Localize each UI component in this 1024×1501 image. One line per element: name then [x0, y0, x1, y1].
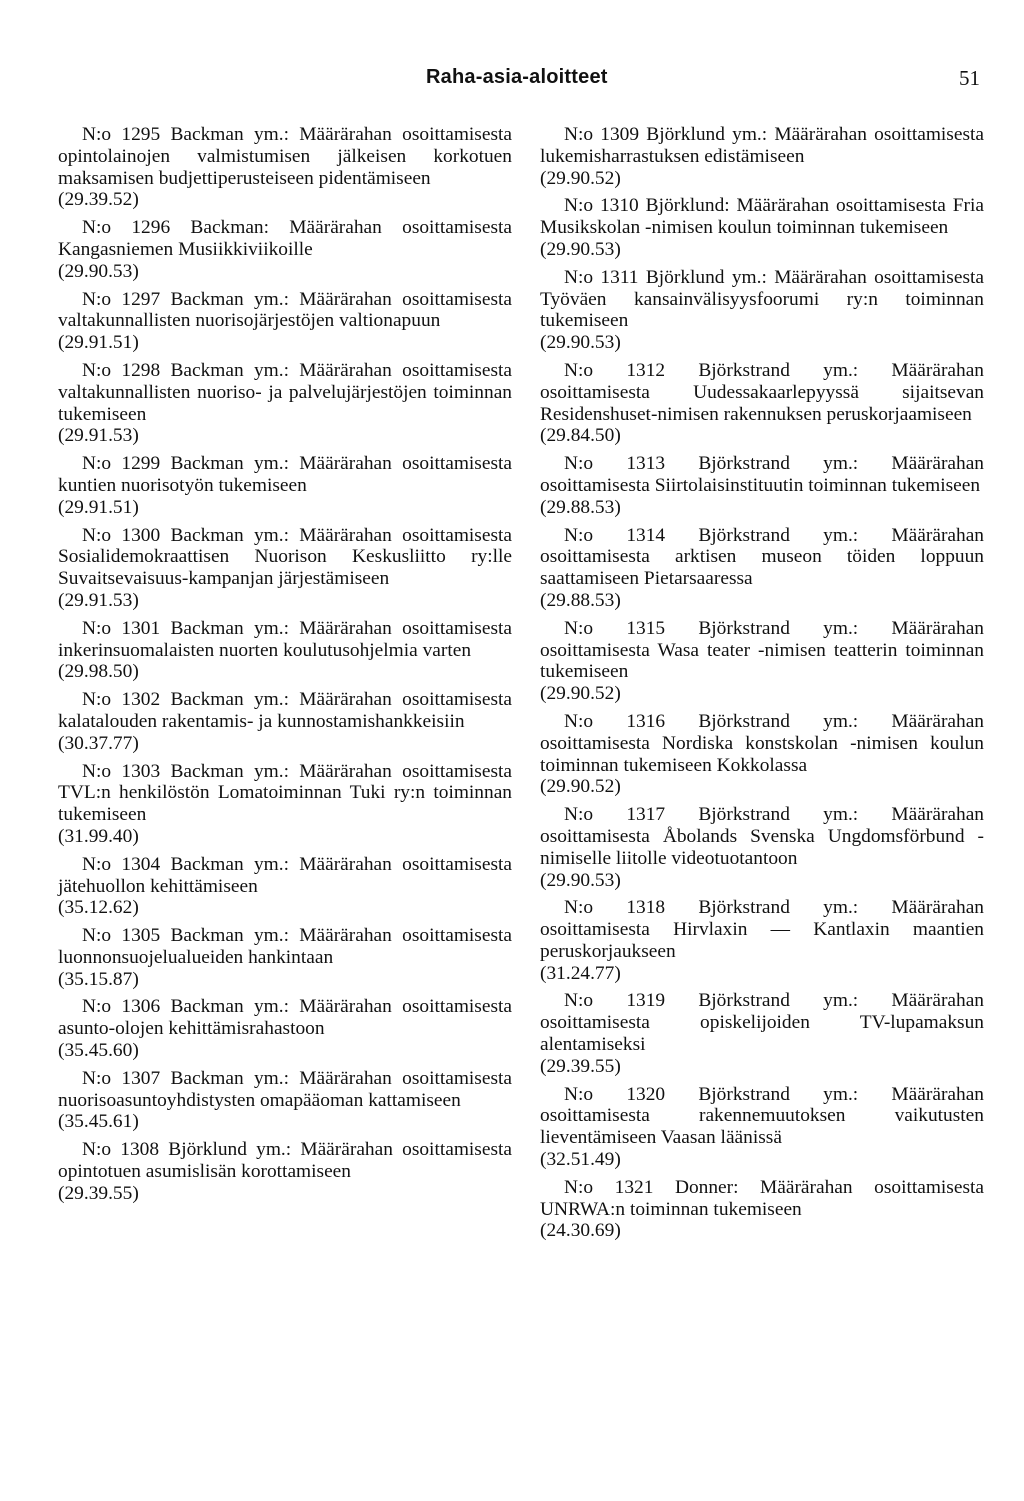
motion-text: N:o 1316 Björkstrand ym.: Määrärahan osoittamisesta Nordiska konstskolan -nimisen koulun toiminnan tukemiseen Kokkolassa: [540, 710, 984, 776]
page-header: [0, 66, 1024, 96]
motion-text: N:o 1314 Björkstrand ym.: Määrärahan osoittamisesta arktisen museon töiden loppuun saattamiseen Pietarsaaressa: [540, 524, 984, 590]
motion-entry: [540, 124, 984, 189]
motion-text: N:o 1319 Björkstrand ym.: Määrärahan osoittamisesta opiskelijoiden TV-lupamaksun alentamiseksi: [540, 990, 984, 1056]
budget-code: (29.91.53): [58, 425, 139, 447]
motion-text: N:o 1297 Backman ym.: Määrärahan osoittamisesta valtakunnallisten nuorisojärjestöjen valtionapuun: [58, 288, 512, 332]
motion-text: N:o 1298 Backman ym.: Määrärahan osoittamisesta valtakunnallisten nuoriso- ja palvelujärjestöjen toiminnan tukemiseen: [58, 359, 512, 425]
budget-code: (29.39.55): [58, 1182, 139, 1204]
motion-text: N:o 1320 Björkstrand ym.: Määrärahan osoittamisesta rakennemuutoksen vaikutusten lieventämiseen Vaasan läänissä: [540, 1083, 984, 1149]
motion-text: N:o 1295 Backman ym.: Määrärahan osoittamisesta opintolainojen valmistumisen jälkeisen korkotuen maksamisen budjettiperusteiseen pidentämiseen: [58, 124, 512, 189]
motion-text: N:o 1313 Björkstrand ym.: Määrärahan osoittamisesta Siirtolaisinstituutin toiminnan tukemiseen: [540, 453, 984, 496]
budget-code: (29.90.52): [540, 683, 621, 705]
budget-code: (29.91.53): [58, 589, 139, 611]
motion-entry: [540, 1177, 984, 1242]
budget-code: (35.15.87): [58, 968, 139, 990]
motion-text: N:o 1307 Backman ym.: Määrärahan osoittamisesta nuorisoasuntoyhdistysten omapääoman kattamiseen: [58, 1067, 512, 1111]
motion-entry: [540, 618, 984, 705]
motion-entry: [58, 618, 512, 683]
budget-code: (31.24.77): [540, 962, 621, 984]
motion-entry: [58, 996, 512, 1061]
budget-code: (29.90.52): [540, 776, 621, 798]
motion-entry: [58, 854, 512, 919]
motion-entry: [540, 525, 984, 612]
motion-text: N:o 1321 Donner: Määrärahan osoittamisesta UNRWA:n toiminnan tukemiseen: [540, 1176, 984, 1220]
motion-text: N:o 1315 Björkstrand ym.: Määrärahan osoittamisesta Wasa teater -nimisen teatterin toiminnan tukemiseen: [540, 617, 984, 683]
motion-text: N:o 1305 Backman ym.: Määrärahan osoittamisesta luonnonsuojelualueiden hankintaan: [58, 925, 512, 968]
budget-code: (29.88.53): [540, 496, 621, 518]
motion-text: N:o 1301 Backman ym.: Määrärahan osoittamisesta inkerinsuomalaisten nuorten koulutusohjelmia varten: [58, 617, 512, 661]
motion-text: N:o 1300 Backman ym.: Määrärahan osoittamisesta Sosialidemokraattisen Nuorison Keskusliitto ry:lle Suvaitsevaisuus-kampanjan järjestämiseen: [58, 524, 512, 590]
motion-entry: [58, 360, 512, 447]
motion-entry: [540, 195, 984, 260]
right-column: [540, 124, 984, 1248]
budget-code: (29.90.52): [540, 167, 621, 189]
motion-text: N:o 1303 Backman ym.: Määrärahan osoittamisesta TVL:n henkilöstön Lomatoiminnan Tuki ry:n toiminnan tukemiseen: [58, 760, 512, 826]
budget-code: (31.99.40): [58, 825, 139, 847]
motion-entry: [58, 689, 512, 754]
budget-code: (29.98.50): [58, 661, 139, 683]
running-title: Raha-asia-aloitteet: [426, 66, 608, 88]
motion-text: N:o 1312 Björkstrand ym.: Määrärahan osoittamisesta Uudessakaarlepyyssä sijaitsevan Residenshuset-nimisen rakennuksen peruskorjaamiseen: [540, 359, 984, 425]
budget-code: (30.37.77): [58, 732, 139, 754]
budget-code: (29.91.51): [58, 496, 139, 518]
budget-code: (29.90.53): [540, 238, 621, 260]
budget-code: (29.90.53): [540, 869, 621, 891]
budget-code: (29.90.53): [58, 260, 139, 282]
motion-entry: [540, 990, 984, 1077]
motion-text: N:o 1317 Björkstrand ym.: Määrärahan osoittamisesta Åbolands Svenska Ungdomsförbund -nimiselle liitolle videotuotantoon: [540, 804, 984, 869]
budget-code: (29.39.52): [58, 189, 139, 211]
motion-entry: [58, 217, 512, 282]
motion-entry: [58, 289, 512, 354]
motion-entry: [58, 1068, 512, 1133]
motion-text: N:o 1302 Backman ym.: Määrärahan osoittamisesta kalatalouden rakentamis- ja kunnostamishankkeisiin: [58, 689, 512, 732]
budget-code: (24.30.69): [540, 1220, 621, 1242]
budget-code: (32.51.49): [540, 1149, 621, 1171]
motion-text: N:o 1309 Björklund ym.: Määrärahan osoittamisesta lukemisharrastuksen edistämiseen: [540, 124, 984, 167]
budget-code: (29.84.50): [540, 425, 621, 447]
motion-text: N:o 1318 Björkstrand ym.: Määrärahan osoittamisesta Hirvlaxin — Kantlaxin maantien peruskorjaukseen: [540, 897, 984, 962]
motion-text: N:o 1311 Björklund ym.: Määrärahan osoittamisesta Työväen kansainvälisyysfoorumi ry:n toiminnan tukemiseen: [540, 266, 984, 332]
budget-code: (35.45.61): [58, 1111, 139, 1133]
motion-entry: [58, 453, 512, 518]
budget-code: (29.90.53): [540, 332, 621, 354]
budget-code: (29.39.55): [540, 1055, 621, 1077]
motion-text: N:o 1308 Björklund ym.: Määrärahan osoittamisesta opintotuen asumislisän korottamiseen: [58, 1139, 512, 1183]
motion-text: N:o 1306 Backman ym.: Määrärahan osoittamisesta asunto-olojen kehittämisrahastoon: [58, 996, 512, 1040]
motion-entry: [540, 897, 984, 984]
motion-entry: [540, 1084, 984, 1171]
budget-code: (35.45.60): [58, 1040, 139, 1062]
motion-text: N:o 1299 Backman ym.: Määrärahan osoittamisesta kuntien nuorisotyön tukemiseen: [58, 453, 512, 496]
motion-entry: [58, 525, 512, 612]
motion-text: N:o 1310 Björklund: Määrärahan osoittamisesta Fria Musikskolan -nimisen koulun toiminnan tukemiseen: [540, 195, 984, 239]
motion-entry: [540, 804, 984, 891]
motion-entry: [540, 360, 984, 447]
budget-code: (29.88.53): [540, 589, 621, 611]
motion-entry: [58, 1139, 512, 1204]
motion-entry: [540, 711, 984, 798]
motion-text: N:o 1296 Backman: Määrärahan osoittamisesta Kangasniemen Musiikkiviikoille: [58, 217, 512, 260]
motion-entry: [58, 925, 512, 990]
budget-code: (29.91.51): [58, 332, 139, 354]
motion-entry: [58, 761, 512, 848]
motion-text: N:o 1304 Backman ym.: Määrärahan osoittamisesta jätehuollon kehittämiseen: [58, 853, 512, 897]
budget-code: (35.12.62): [58, 897, 139, 919]
motion-entry: [540, 267, 984, 354]
motion-entry: [540, 453, 984, 518]
motion-entry: [58, 124, 512, 211]
left-column: [58, 124, 512, 1211]
page-number: 51: [959, 66, 980, 90]
